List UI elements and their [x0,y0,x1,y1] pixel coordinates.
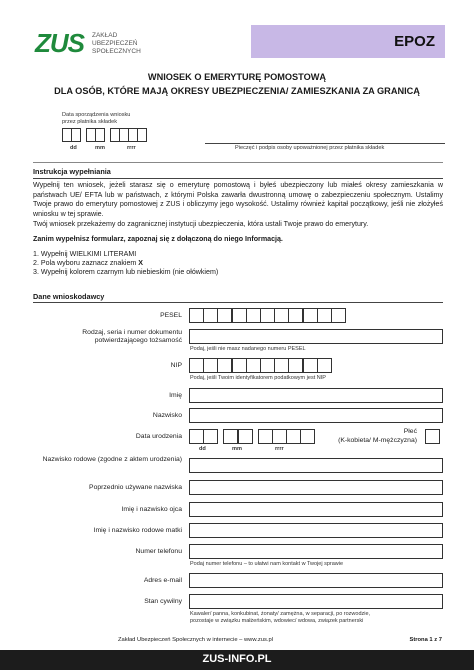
page-number: Strona 1 z 7 [409,637,442,643]
mm-label: mm [95,145,105,151]
email-field[interactable] [189,573,443,588]
email-label: Adres e-mail [143,577,182,584]
birth-date-box[interactable] [189,429,204,444]
page-title: WNIOSEK O EMERYTURĘ POMOSTOWĄ [147,72,327,82]
mm-label: mm [232,446,242,452]
first-name-field[interactable] [189,388,443,403]
step-3: 3. Wypełnij kolorem czarnym lub niebieskim (nie ołówkiem) [33,268,219,276]
logo-line: ZAKŁAD [92,31,118,39]
nip-box[interactable] [303,358,318,373]
step-1: 1. Wypełnij WIELKIMI LITERAMI [33,250,137,258]
phone-label: Numer telefonu [135,548,182,555]
divider [33,302,443,303]
birth-date-box[interactable] [286,429,301,444]
phone-hint: Podaj numer telefonu – to ułatwi nam kontakt w Twojej sprawie [190,561,344,567]
date-box[interactable] [71,128,81,142]
civil-hint: Kawaler/ panna, konkubinat, żonaty/ zamężna, w separacji, po rozwodzie, pozostaje w związku małżeńskim, wdowiec/ wdowa, związek partnerski [190,611,371,624]
step-2-text: 2. Pola wyboru zaznacz znakiem [33,259,137,267]
instructions-paragraph-2: Twój wniosek przekażemy do zagranicznej instytucji ubezpieczenia, która ustali Twoje prawo do emerytury. [33,220,369,228]
pesel-box[interactable] [217,308,232,323]
logo-line: UBEZPIECZEŃ [92,39,138,47]
date-prepared-boxes[interactable] [62,128,146,142]
birth-date-box[interactable] [203,429,218,444]
dd-label: dd [199,446,206,452]
divider [33,178,443,179]
date-box[interactable] [95,128,105,142]
birth-date-label: Data urodzenia [135,433,182,440]
pesel-box[interactable] [274,308,289,323]
pesel-box[interactable] [203,308,218,323]
pesel-input[interactable] [189,308,345,323]
pesel-box[interactable] [232,308,247,323]
instructions-paragraph: Wypełnij ten wniosek, jeżeli starasz się o emeryturę pomostową i byłeś ubezpieczony lub miałeś okresy zamieszkania w państwach UE/ EFTA lub w państwach, z którymi Polska zawarła dwustronną umowę o zabezpieczeniu społecznym. Ustalimy Twoje prawo do emerytury pomostowej z ZUS i obliczymy jego wysokość. Ustalimy również kapitał początkowy, jeśli nie złożyłeś wniosku w tej sprawie. [33,181,443,218]
id-doc-field[interactable] [189,329,443,344]
family-name-field[interactable] [189,458,443,473]
divider [33,162,443,163]
footer-center: Zakład Ubezpieczeń Społecznych w internecie – www.zus.pl [118,637,273,643]
logo-mark: ZUS [35,28,84,58]
nip-box[interactable] [288,358,303,373]
form-code-banner [251,25,445,58]
nip-input[interactable] [189,358,331,373]
prev-names-label: Poprzednio używane nazwiska [89,484,182,491]
watermark-bar [0,650,474,670]
sex-label [320,427,417,445]
first-name-label: Imię [169,392,182,399]
instructions-note: Zanim wypełnisz formularz, zapoznaj się z dołączoną do niego Informacją. [33,235,283,243]
nip-box[interactable] [274,358,289,373]
rrrr-label: rrrr [275,446,284,452]
father-label: Imię i nazwisko ojca [121,506,182,513]
birth-date-box[interactable] [223,429,238,444]
mother-label: Imię i nazwisko rodowe matki [93,527,182,534]
sex-hint: (K-kobieta/ M-mężczyzna) [338,437,417,444]
rrrr-label: rrrr [127,145,136,151]
mother-field[interactable] [189,523,443,538]
pesel-box[interactable] [331,308,346,323]
pesel-box[interactable] [303,308,318,323]
stamp-label: Pieczęć i podpis osoby upoważnionej przez płatnika składek [235,145,385,151]
applicant-heading: Dane wnioskodawcy [33,292,105,301]
birth-date-box[interactable] [258,429,273,444]
logo-line: SPOŁECZNYCH [92,47,141,55]
logo-text [92,32,141,56]
nip-box[interactable] [189,358,204,373]
page-subtitle: DLA OSÓB, KTÓRE MAJĄ OKRESY UBEZPIECZENIA/ ZAMIESZKANIA ZA GRANICĄ [54,86,420,96]
sex-label-text: Płeć [403,428,417,435]
nip-box[interactable] [317,358,332,373]
pesel-box[interactable] [260,308,275,323]
pesel-box[interactable] [189,308,204,323]
last-name-field[interactable] [189,408,443,423]
pesel-box[interactable] [317,308,332,323]
phone-field[interactable] [189,544,443,559]
last-name-label: Nazwisko [152,412,182,419]
date-box[interactable] [137,128,147,142]
id-doc-label: Rodzaj, seria i numer dokumentu potwierdzającego tożsamość [82,329,182,344]
pesel-label: PESEL [160,312,182,319]
prev-names-field[interactable] [189,480,443,495]
father-field[interactable] [189,502,443,517]
pesel-box[interactable] [246,308,261,323]
mark-x: X [138,259,144,267]
signature-line [205,143,445,144]
form-code: EPOZ [394,33,435,50]
nip-hint: Podaj, jeśli Twoim identyfikatorem podatkowym jest NIP [190,375,326,381]
date-label: Data sporządzenia wniosku przez płatnika składek [62,112,131,125]
nip-box[interactable] [246,358,261,373]
sex-box[interactable] [425,429,440,444]
birth-date-box[interactable] [300,429,315,444]
birth-date-box[interactable] [238,429,253,444]
id-hint: Podaj, jeśli nie masz nadanego numeru PESEL [190,346,306,352]
nip-box[interactable] [203,358,218,373]
watermark: ZUS-INFO.PL [202,653,272,665]
civil-field[interactable] [189,594,443,609]
family-name-label: Nazwisko rodowe (zgodne z aktem urodzenia) [42,456,182,463]
civil-label: Stan cywilny [144,598,182,605]
nip-box[interactable] [260,358,275,373]
nip-box[interactable] [232,358,247,373]
birth-date-input[interactable] [189,429,315,444]
pesel-box[interactable] [288,308,303,323]
zus-logo [35,28,141,59]
nip-box[interactable] [217,358,232,373]
instructions-heading: Instrukcja wypełniania [33,167,111,176]
birth-date-box[interactable] [272,429,287,444]
dd-label: dd [70,145,77,151]
nip-label: NIP [170,362,182,369]
